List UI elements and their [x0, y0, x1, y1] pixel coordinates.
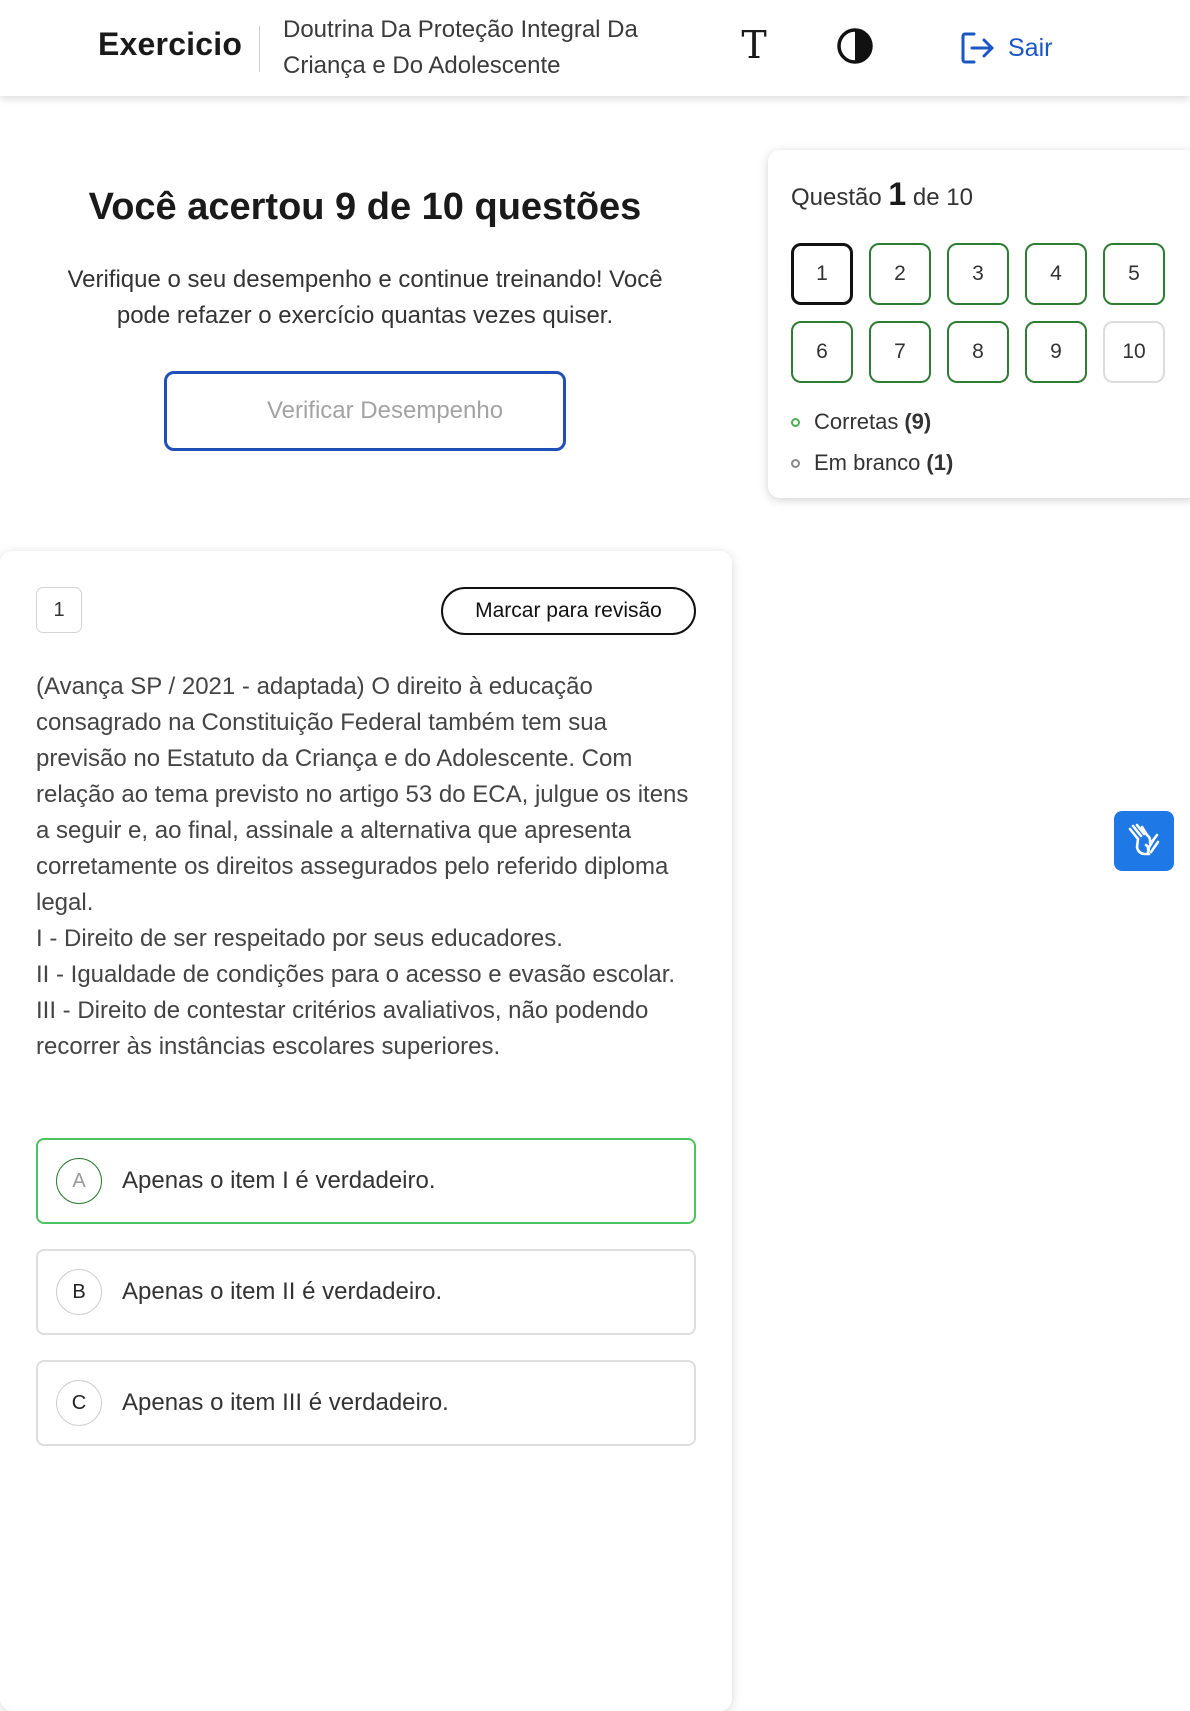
verify-performance-button[interactable]: Verificar Desempenho	[164, 371, 566, 451]
question-card	[0, 551, 732, 1711]
logout-icon	[960, 31, 996, 65]
question-button-9[interactable]: 9	[1025, 321, 1087, 383]
top-header	[0, 0, 1190, 96]
option-c-letter: C	[56, 1380, 102, 1426]
question-button-1[interactable]: 1	[791, 243, 853, 305]
sign-language-hands-icon	[1124, 821, 1164, 861]
sign-language-widget-button[interactable]	[1114, 811, 1174, 871]
question-button-2[interactable]: 2	[869, 243, 931, 305]
result-description: Verifique o seu desempenho e continue treinando! Você pode refazer o exercício quantas vezes quiser.	[67, 266, 663, 329]
question-item-3: III - Direito de contestar critérios avaliativos, não podendo recorrer às instâncias escolares superiores.	[36, 997, 649, 1060]
question-button-10[interactable]: 10	[1103, 321, 1165, 383]
exercise-subject	[283, 12, 703, 84]
question-button-7[interactable]: 7	[869, 321, 931, 383]
legend-blank	[791, 450, 953, 476]
option-b-letter: B	[56, 1269, 102, 1315]
question-item-1: I - Direito de ser respeitado por seus educadores.	[36, 925, 563, 952]
question-button-5[interactable]: 5	[1103, 243, 1165, 305]
exercise-subject-line-2: Criança e Do Adolescente	[283, 52, 561, 79]
question-button-8[interactable]: 8	[947, 321, 1009, 383]
question-button-6[interactable]: 6	[791, 321, 853, 383]
correct-dot-icon	[791, 418, 800, 427]
exercise-subject-line-1: Doutrina Da Proteção Integral Da	[283, 16, 638, 43]
navigator-current-number: 1	[888, 176, 907, 212]
header-divider	[259, 26, 260, 72]
navigator-suffix: de 10	[912, 184, 973, 211]
option-a-text: Apenas o item I é verdadeiro.	[122, 1167, 436, 1194]
legend-blank-count: (1)	[926, 450, 954, 475]
legend-correct	[791, 409, 931, 435]
navigator-header	[791, 176, 973, 213]
question-button-4[interactable]: 4	[1025, 243, 1087, 305]
legend-correct-count: (9)	[904, 409, 932, 434]
font-size-button[interactable]: T	[741, 23, 767, 67]
option-a-letter: A	[56, 1158, 102, 1204]
question-item-2: II - Igualdade de condições para o acesso e evasão escolar.	[36, 961, 676, 988]
option-c[interactable]	[36, 1360, 696, 1446]
result-title: Você acertou 9 de 10 questões	[88, 186, 642, 228]
mark-for-review-button[interactable]: Marcar para revisão	[441, 587, 696, 635]
blank-dot-icon	[791, 459, 800, 468]
question-statement	[36, 669, 700, 1065]
question-button-3[interactable]: 3	[947, 243, 1009, 305]
logout-label: Sair	[1008, 33, 1053, 62]
legend-blank-label: Em branco	[814, 450, 921, 475]
brand-title: Exercicio	[98, 26, 243, 62]
option-c-text: Apenas o item III é verdadeiro.	[122, 1389, 449, 1416]
legend-correct-label: Corretas	[814, 409, 899, 434]
navigator-prefix: Questão	[791, 184, 882, 211]
question-navigator	[768, 150, 1190, 498]
contrast-toggle-button[interactable]	[835, 26, 875, 66]
option-a[interactable]	[36, 1138, 696, 1224]
logout-button[interactable]	[960, 28, 1052, 68]
contrast-icon	[835, 26, 875, 66]
question-number-badge: 1	[36, 587, 82, 633]
question-statement-text: (Avança SP / 2021 - adaptada) O direito à educação consagrado na Constituição Federal também tem sua previsão no Estatuto da Criança e do Adolescente. Com relação ao tema previsto no artigo 53 do ECA, julgue os itens a seguir e, ao final, assinale a alternativa que apresenta corretamente os direitos assegurados pelo referido diploma legal.	[36, 673, 689, 916]
option-b[interactable]	[36, 1249, 696, 1335]
option-b-text: Apenas o item II é verdadeiro.	[122, 1278, 443, 1305]
